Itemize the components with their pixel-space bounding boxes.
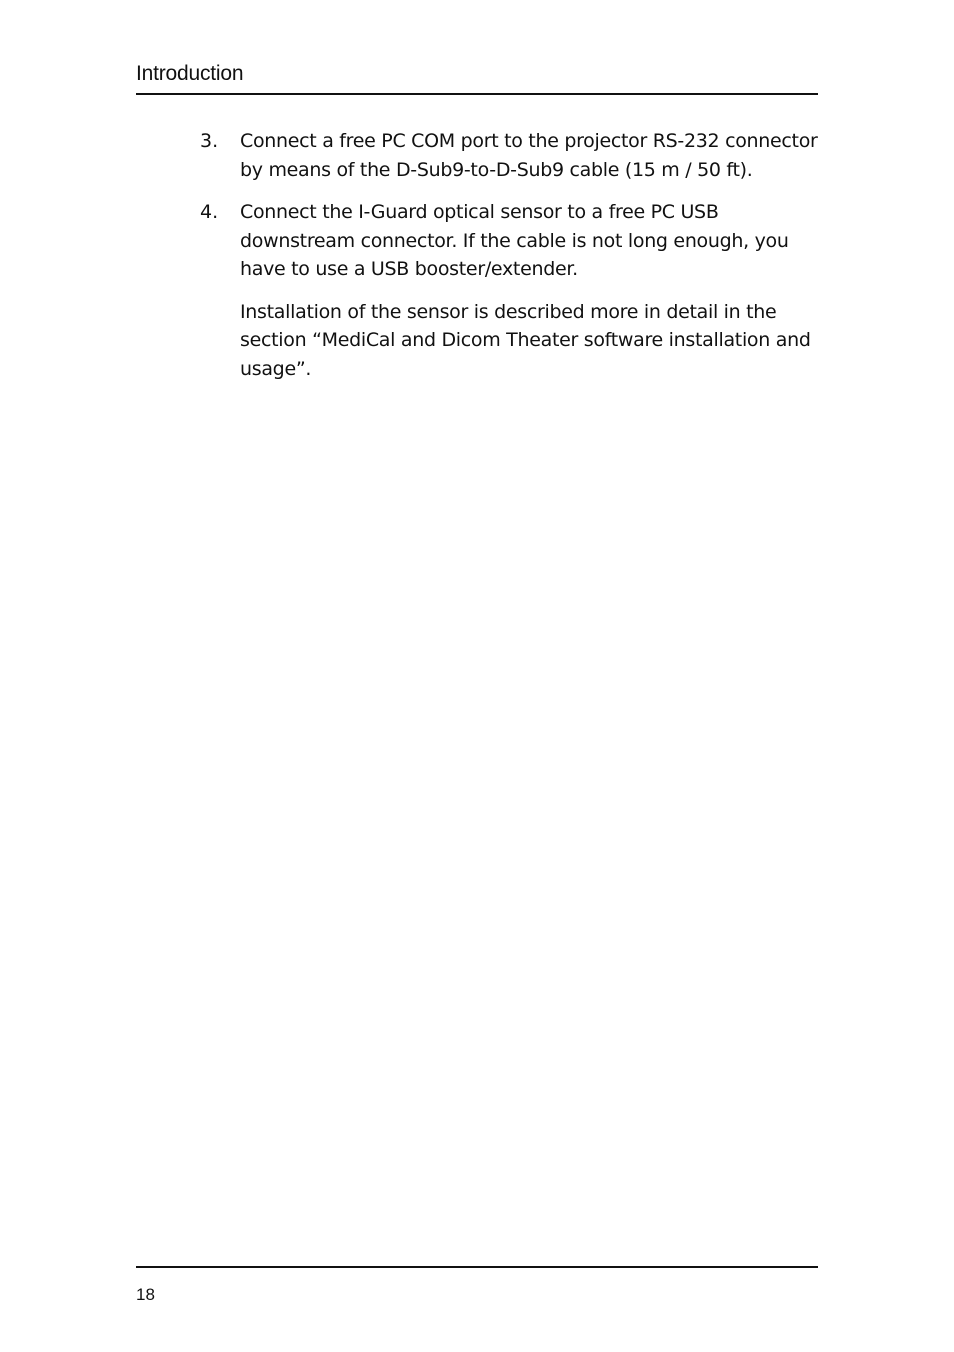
instruction-list [200,127,820,397]
step-text: Connect a free PC COM port to the projector RS-232 connector by means of the D-Sub9-to-D-Sub9 cable (15 m / 50 ft). [240,130,818,181]
header-rule [136,93,818,95]
step-note: Installation of the sensor is described more in detail in the section “MediCal and Dicom Theater software installation and usage”. [240,300,811,380]
step-number: 4. [200,201,219,223]
page-number: 18 [136,1285,155,1304]
page-header-title: Introduction [136,62,244,85]
list-item-step-4 [200,198,820,383]
footer-rule [136,1266,818,1268]
list-item-step-3 [200,127,820,184]
step-text: Connect the I-Guard optical sensor to a free PC USB downstream connector. If the cable is not long enough, you have to use a USB booster/extender. [240,201,789,280]
step-number: 3. [200,130,219,152]
